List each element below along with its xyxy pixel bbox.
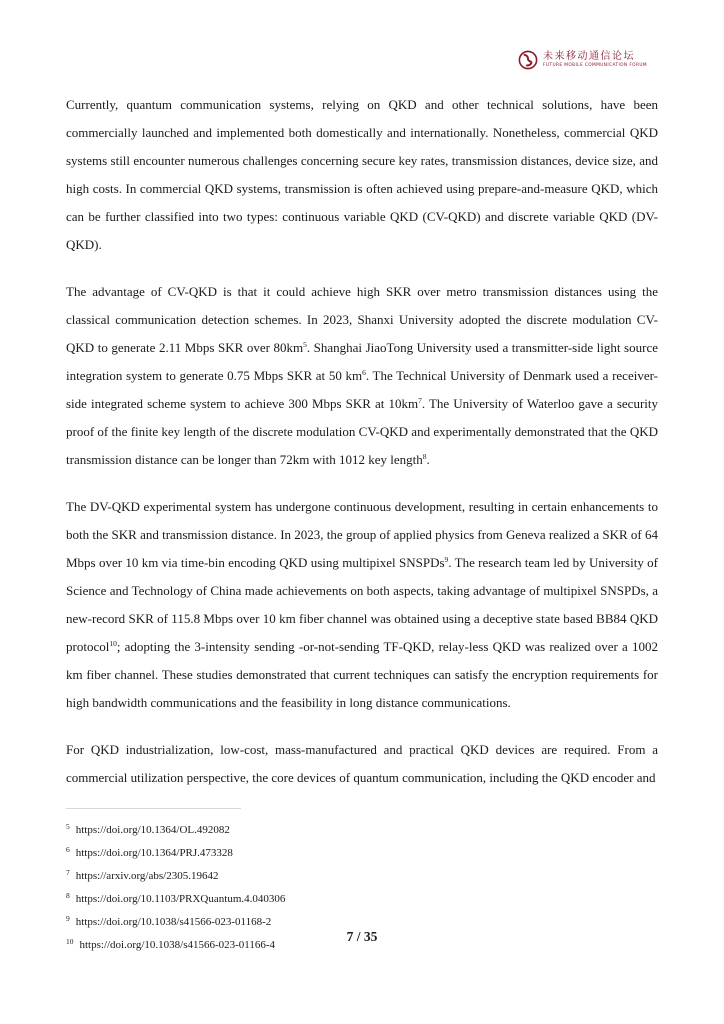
logo-english-name: FUTURE MOBILE COMMUNICATION FORUM	[543, 62, 648, 68]
body-text	[66, 91, 658, 811]
logo-chinese-name: 未来移动通信论坛	[543, 50, 635, 62]
footnote-ref: 8	[422, 452, 427, 461]
paragraph-text: . The University of Waterloo gave a security proof of the finite key length of the discrete modulation CV-QKD and experimentally demonstrated that the QKD transmission distance can be longer than 72km with 1012 key length	[66, 396, 658, 467]
footnote	[66, 863, 658, 886]
footnote	[66, 886, 658, 909]
footnote-ref: 10	[109, 639, 117, 648]
footnote-ref: 6	[362, 368, 366, 377]
page-number: 7 / 35	[346, 929, 378, 944]
paragraph-text: Currently, quantum communication systems, relying on QKD and other technical solutions, have been commercially launched and implemented both domestically and internationally. Nonetheless, commercial QKD systems still encounter numerous challenges concerning secure key rates, transmission distances, device size, and high costs. In commercial QKD systems, transmission is often achieved using prepare-and-measure QKD, which can be further classified into two types: continuous variable QKD (CV-QKD) and discrete variable QKD (DV-QKD).	[66, 97, 658, 252]
paragraph-text: The DV-QKD experimental system has undergone continuous development, resulting in certain enhancements to both the SKR and transmission distance. In 2023, the group of applied physics from Geneva realized a SKR of 64 Mbps over 10 km via time-bin encoding QKD using multipixel SNSPDs	[66, 499, 658, 570]
footnote-ref: 7	[418, 396, 422, 405]
footnote-number: 10	[66, 937, 74, 946]
footnote-link[interactable]: https://doi.org/10.1038/s41566-023-01166-4	[79, 939, 276, 951]
footnote-number: 9	[66, 914, 70, 923]
footnote-number: 8	[66, 891, 70, 900]
footnote-link[interactable]: https://doi.org/10.1364/PRJ.473328	[75, 847, 233, 859]
paragraph-text: . Shanghai JiaoTong University used a transmitter-side light source integration system to generate 0.75 Mbps SKR at 50 km	[66, 340, 658, 383]
forum-logo-mark-icon	[518, 50, 538, 70]
paragraph-text: ; adopting the 3-intensity sending -or-not-sending TF-QKD, relay-less QKD was realized over a 1002 km fiber channel. These studies demonstrated that current techniques can satisfy the encryption requirements for high bandwidth communications and the feasibility in long distance communications.	[66, 639, 658, 710]
paragraph	[66, 278, 658, 474]
footnote-number: 5	[66, 822, 70, 831]
paragraph	[66, 91, 658, 259]
paragraph	[66, 736, 658, 792]
paragraph-text: .	[426, 452, 430, 467]
paragraph-text: For QKD industrialization, low-cost, mass-manufactured and practical QKD devices are required. From a commercial utilization perspective, the core devices of quantum communication, including the QKD encoder and	[66, 742, 658, 785]
footnote	[66, 840, 658, 863]
footnote-ref: 9	[444, 555, 449, 564]
footnote-ref: 5	[303, 340, 307, 349]
paragraph-text: . The research team led by University of Science and Technology of China made achievements on both aspects, taking advantage of multipixel SNSPDs, a new-record SKR of 115.8 Mbps over 10 km fiber channel was obtained using a deceptive state based BB84 QKD protocol	[66, 555, 658, 654]
footnote-number: 6	[66, 845, 70, 854]
footnote-link[interactable]: https://doi.org/10.1364/OL.492082	[75, 824, 230, 836]
paragraph-text: The advantage of CV-QKD is that it could achieve high SKR over metro transmission distances using the classical communication detection schemes. In 2023, Shanxi University adopted the discrete modulation CV-QKD to generate 2.11 Mbps SKR over 80km	[66, 284, 658, 355]
forum-logo	[518, 50, 647, 70]
footnote-link[interactable]: https://arxiv.org/abs/2305.19642	[75, 870, 219, 882]
footnote-link[interactable]: https://doi.org/10.1038/s41566-023-01168-2	[75, 916, 272, 928]
footnote-divider	[66, 808, 241, 809]
footnote	[66, 817, 658, 840]
logo-text	[543, 52, 647, 68]
footnote-number: 7	[66, 868, 70, 877]
paragraph	[66, 493, 658, 717]
footnote-link[interactable]: https://doi.org/10.1103/PRXQuantum.4.040306	[75, 893, 286, 905]
paragraph-text: . The Technical University of Denmark used a receiver-side integrated scheme system to achieve 300 Mbps SKR at 10km	[66, 368, 658, 411]
